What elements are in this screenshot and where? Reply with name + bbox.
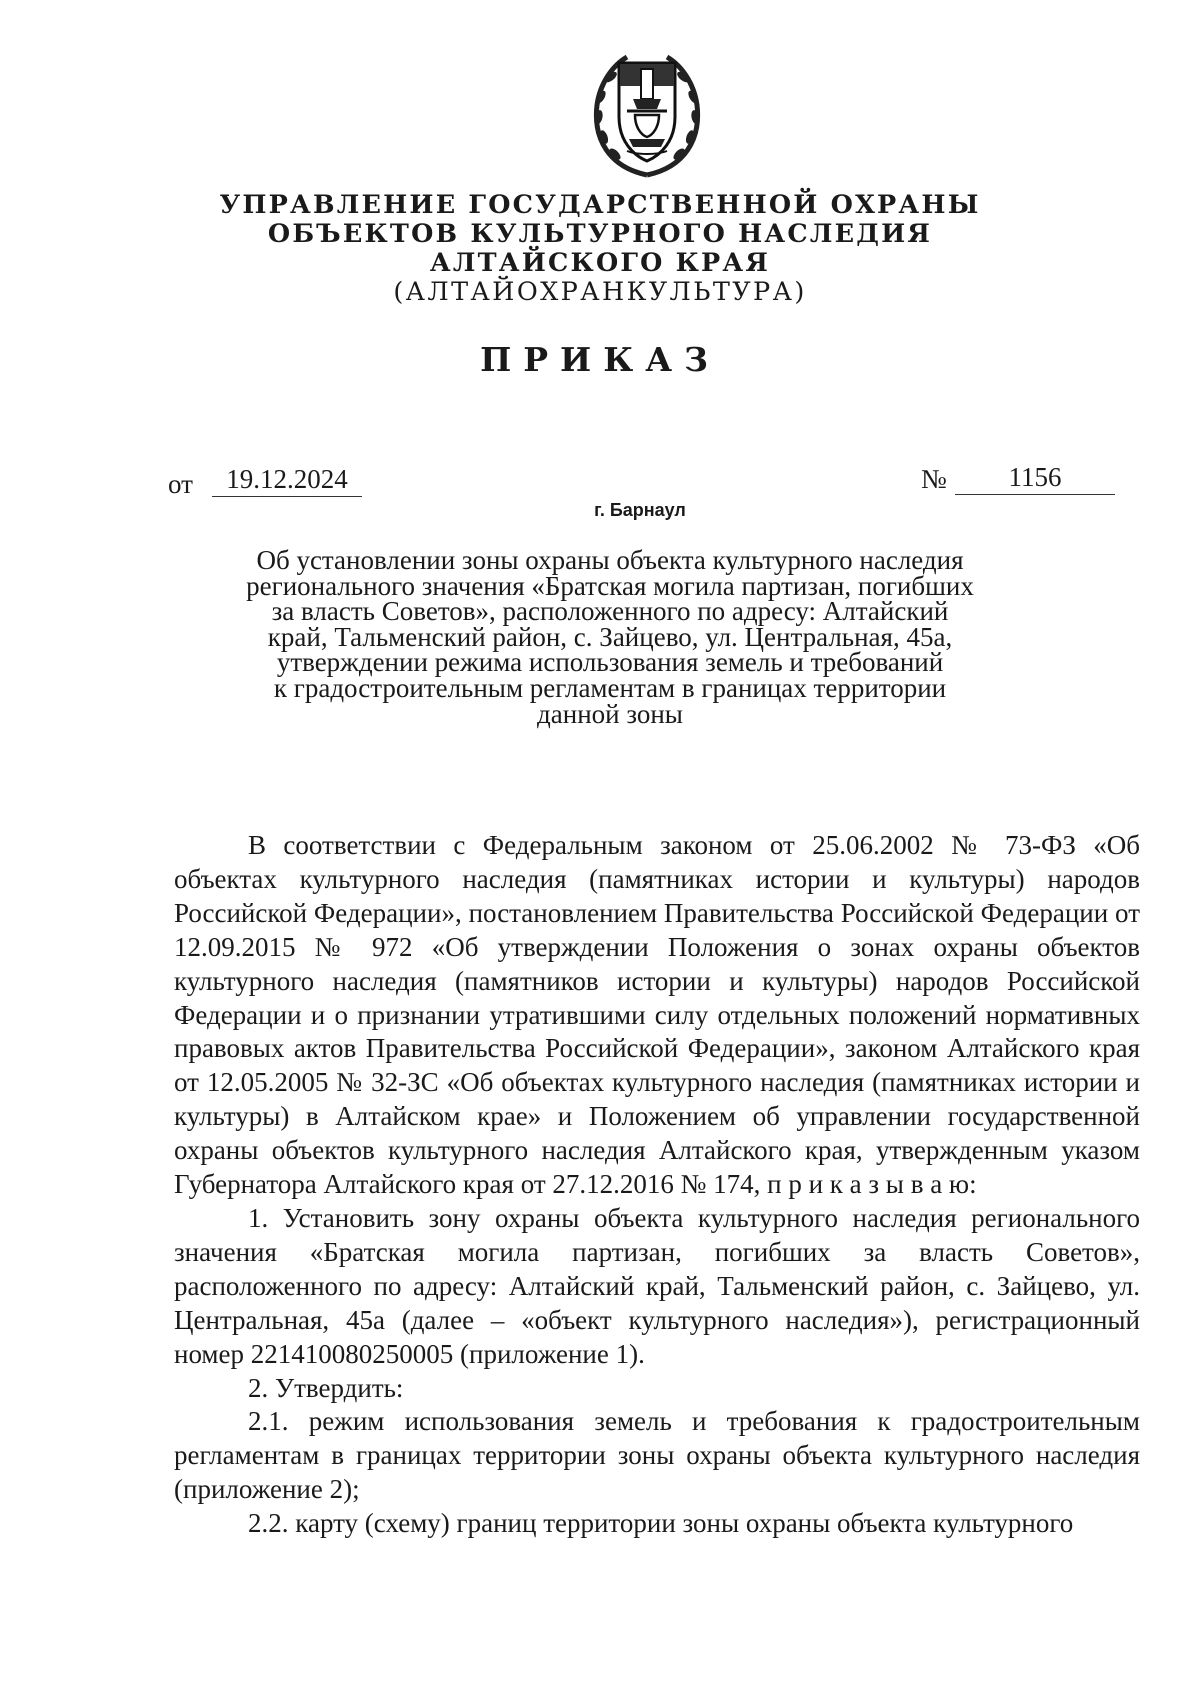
city: г. Барнаул (594, 500, 686, 520)
subject-line: за власть Советов», расположенного по адресу: Алтайский (271, 596, 949, 627)
clause-2-2: 2.2. карту (схему) границ территории зоны охраны объекта культурного (248, 1508, 1074, 1539)
altai-krai-coat-of-arms-icon (587, 47, 707, 182)
date-prefix: от (168, 469, 193, 499)
subject-line: утверждении режима использования земель и требований (276, 647, 944, 678)
order-subject (220, 545, 1000, 729)
preamble-paragraph: В соответствии с Федеральным законом от 25.06.2002 № 73-ФЗ «Об объектах культурного наследия (памятниках истории и культуры) народов Российской Федерации», постановлением Правительства Российской Федерации от 12.09.2015 № 972 «Об утверждении Положения о зонах охраны объектов культурного наследия (памятников истории и культуры) народов Российской Федерации и о признании утратившими силу отдельных положений нормативных правовых актов Правительства Российской Федерации», законом Алтайского края от 12.05.2005 № 32-ЗС «Об объектах культурного наследия (памятниках истории и культуры) в Алтайском крае» и Положением об управлении государственной охраны объектов культурного наследия Алтайского края, утвержденным указом Губернатора Алтайского края от 27.12.2016 № 174, п р и к а з ы в а ю: (174, 830, 1140, 1200)
order-body (174, 829, 1140, 1541)
order-date: 19.12.2024 (212, 462, 362, 497)
number-sign: № (921, 464, 947, 494)
org-name-line-2: ОБЪЕКТОВ КУЛЬТУРНОГО НАСЛЕДИЯ (267, 219, 933, 249)
subject-line: край, Тальменский район, с. Зайцево, ул. Центральная, 45а, (267, 621, 953, 652)
subject-line: к градостроительным регламентам в границах территории (273, 672, 947, 703)
clause-2: 2. Утвердить: (248, 1372, 404, 1403)
order-number: 1156 (955, 460, 1115, 495)
subject-line: данной зоны (537, 698, 683, 729)
clause-2-1: 2.1. режим использования земель и требования к градостроительным регламентам в границах территории зоны охраны объекта культурного наследия (приложение 2); (174, 1406, 1140, 1505)
org-name-line-1: УПРАВЛЕНИЕ ГОСУДАРСТВЕННОЙ ОХРАНЫ (219, 190, 981, 220)
org-name-line-3: АЛТАЙСКОГО КРАЯ (429, 248, 771, 278)
clause-1: 1. Установить зону охраны объекта культурного наследия регионального значения «Братская могила партизан, погибших за власть Советов», расположенного по адресу: Алтайский край, Тальменский район, с. Зайцево, ул. Центральная, 45а (далее – «объект культурного наследия»), регистрационный номер 221410080250005 (приложение 1). (174, 1202, 1140, 1369)
org-short-name: (АЛТАЙОХРАНКУЛЬТУРА) (393, 277, 807, 307)
document-type-title: ПРИКАЗ (480, 340, 720, 379)
subject-line: регионального значения «Братская могила партизан, погибших (246, 570, 974, 601)
subject-line: Об установлении зоны охраны объекта культурного наследия (256, 545, 964, 575)
